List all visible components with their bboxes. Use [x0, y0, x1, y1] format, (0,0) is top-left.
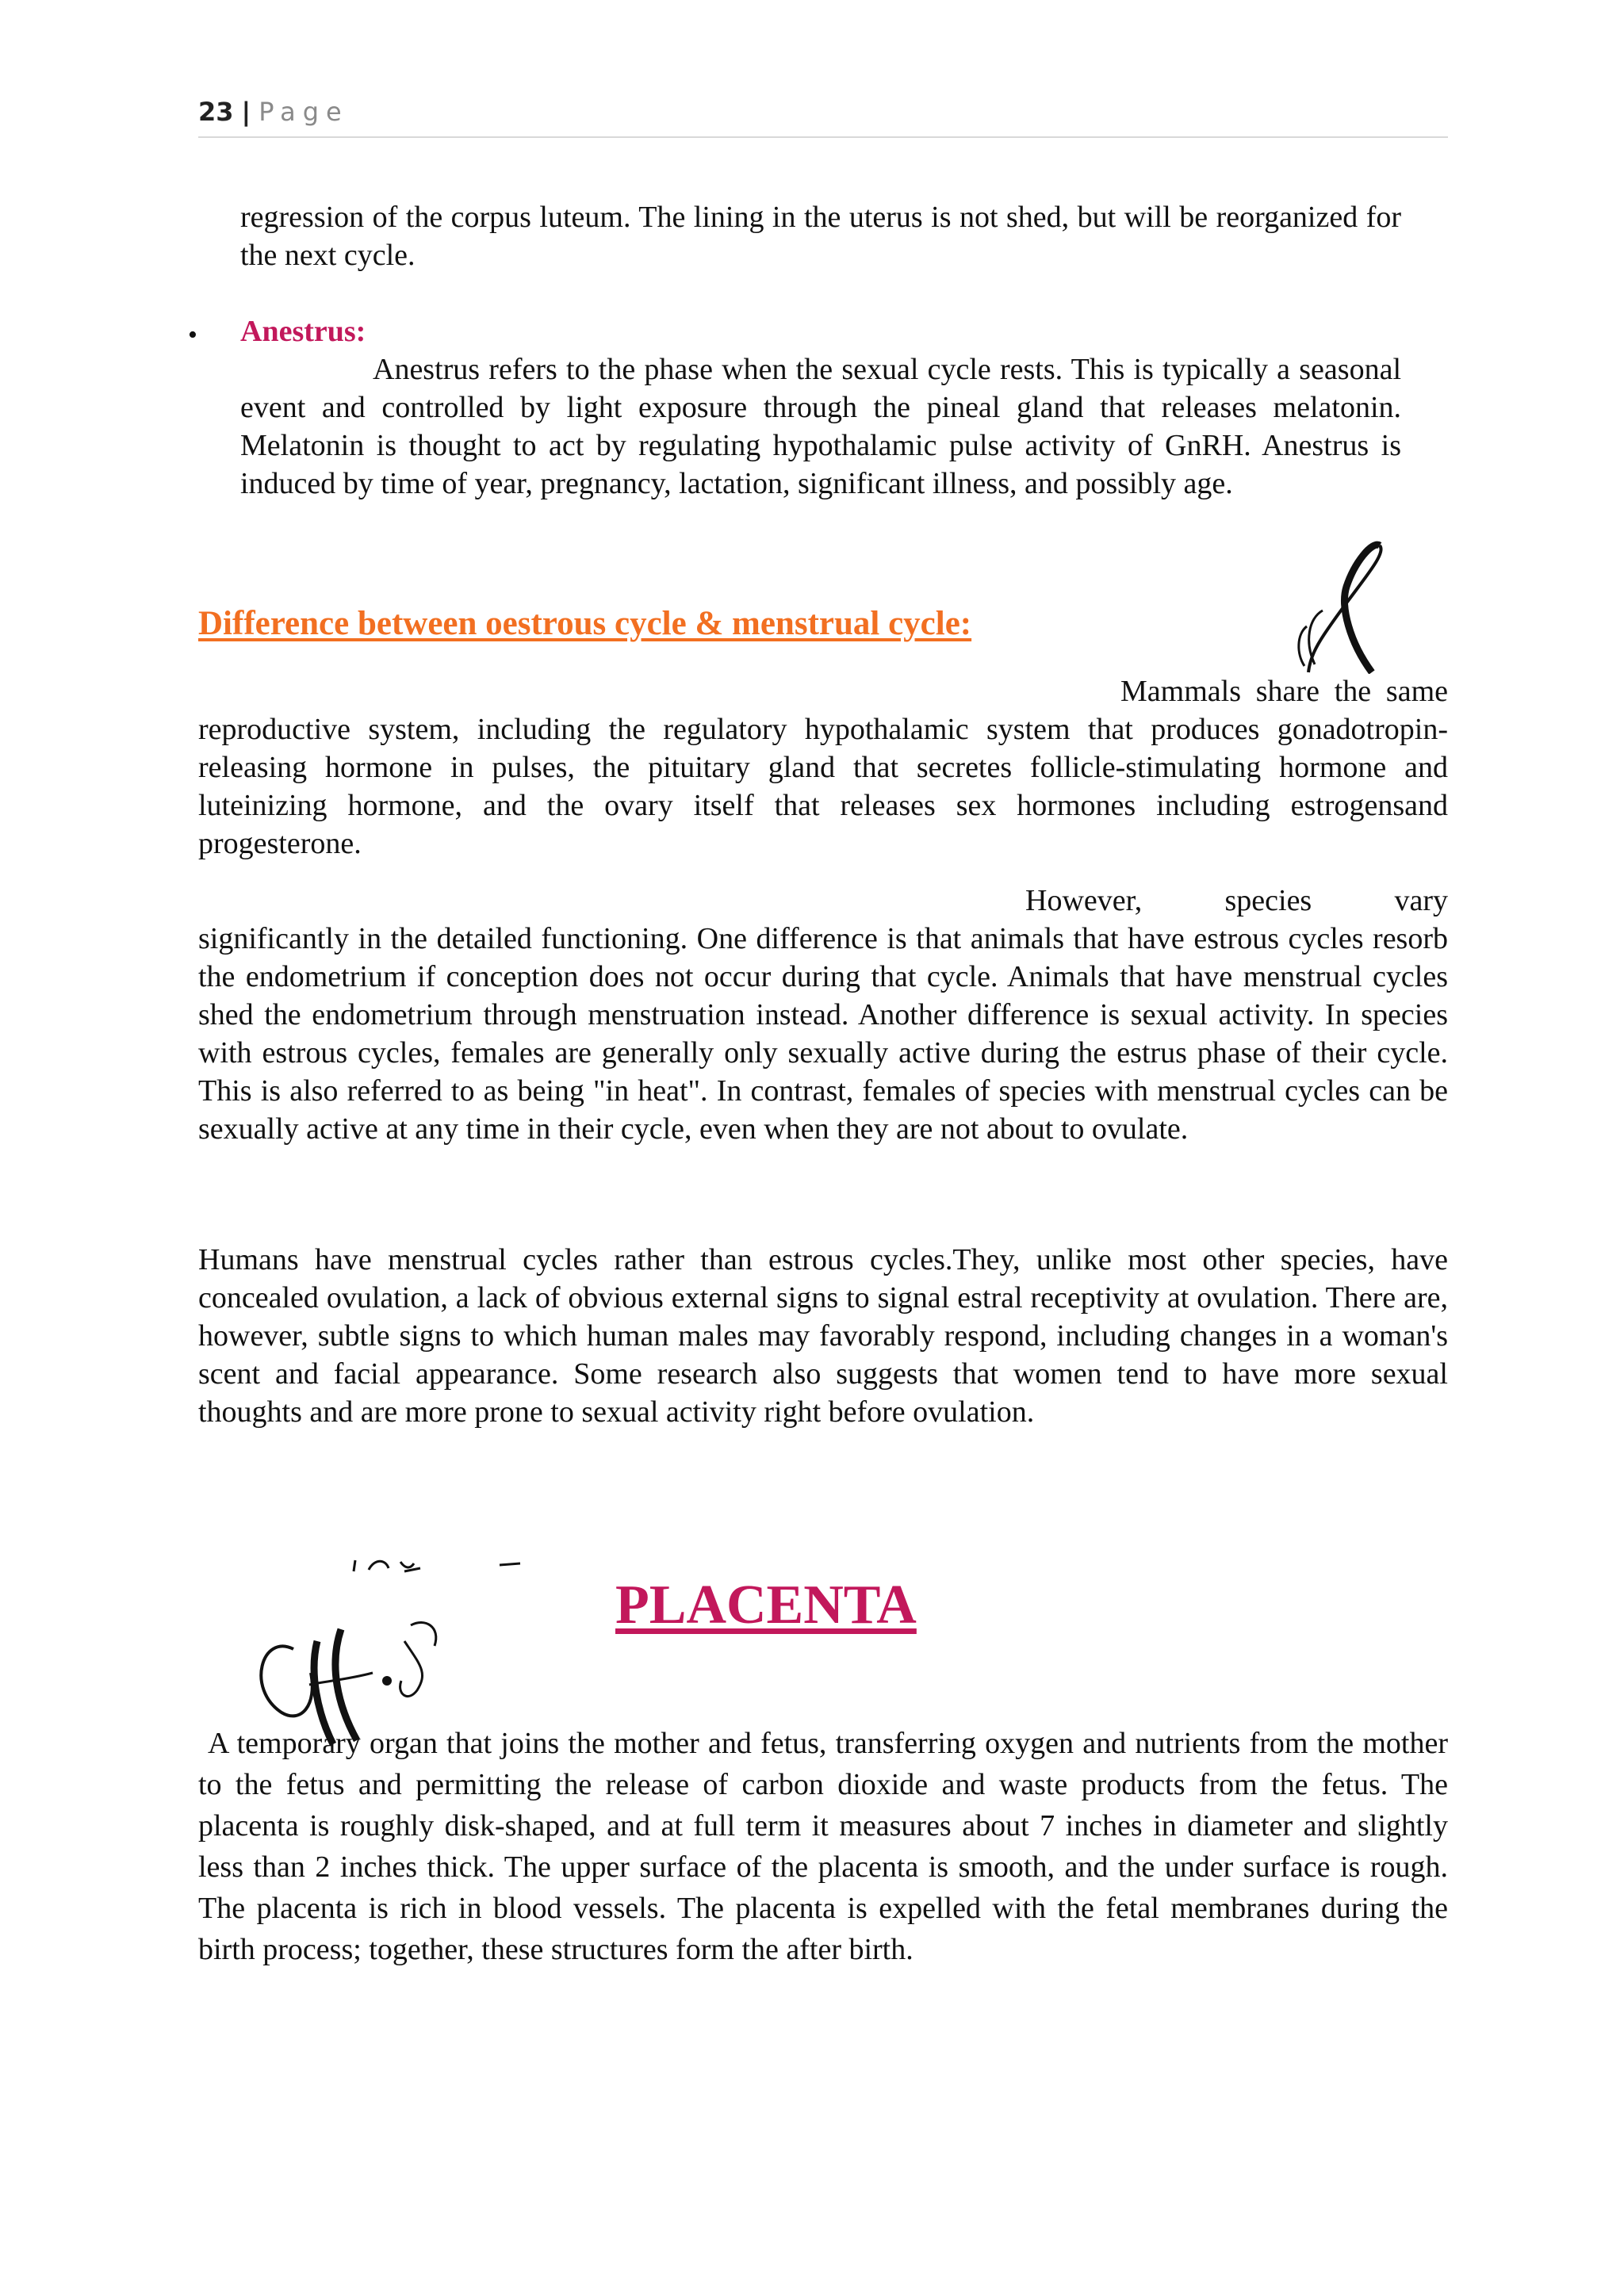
- proestrus-tail-paragraph: regression of the corpus luteum. The lining in the uterus is not shed, but will be reorganized for the next cycle.: [240, 201, 1401, 272]
- placenta-paragraph: A temporary organ that joins the mother and fetus, transferring oxygen and nutrients from the mother to the fetus and permitting the release of carbon dioxide and waste products from the fetus. The placenta is roughly disk-shaped, and at full term it measures about 7 inches in diameter and slightly less than 2 inches thick. The upper surface of the placenta is smooth, and the under surface is rough. The placenta is rich in blood vessels. The placenta is expelled with the fetal membranes during the birth process; together, these structures form the after birth.: [198, 1727, 1448, 1966]
- difference-paragraph-2: However, species vary significantly in the detailed functioning. One difference is that animals that have estrous cycles resorb the endometrium if conception does not occur during that cycle. Animals that have menstrual cycles shed the endometrium through menstruation instead. Another difference is sexual activity. In species with estrous cycles, females are generally only sexually active during the estrus phase of their cycle. This is also referred to as being "in heat". In contrast, females of species with menstrual cycles can be sexually active at any time in their cycle, even when they are not about to ovulate.: [198, 884, 1448, 1146]
- placenta-heading: PLACENTA: [615, 1575, 917, 1636]
- anestrus-heading: Anestrus:: [240, 315, 366, 348]
- anestrus-paragraph: Anestrus refers to the phase when the sexual cycle rests. This is typically a seasonal event and controlled by light exposure through the pineal gland that releases melatonin. Melatonin is thought to act by regulating hypothalamic pulse activity of GnRH. Anestrus is induced by time of year, pregnancy, lactation, significant illness, and possibly age.: [240, 353, 1401, 500]
- page-separator: |: [241, 97, 251, 127]
- difference-paragraph-3: Humans have menstrual cycles rather than estrous cycles.They, unlike most other species, have concealed ovulation, a lack of obvious external signs to signal estral receptivity at ovulation. There are, however, subtle signs to which human males may favorably respond, including changes in a woman's scent and facial appearance. Some research also suggests that women tend to have more sexual thoughts and are more prone to sexual activity right before ovulation.: [198, 1243, 1448, 1429]
- difference-heading: Difference between oestrous cycle & menstrual cycle:: [198, 605, 972, 642]
- difference-paragraph-1: Mammals share the same reproductive system, including the regulatory hypothalamic system that produces gonadotropin-releasing hormone in pulses, the pituitary gland that secretes follicle-stimulating hormone and luteinizing hormone, and the ovary itself that releases sex hormones including estrogensand progesterone.: [198, 675, 1448, 860]
- page-label: Page: [259, 97, 349, 127]
- page-header: [198, 97, 1448, 138]
- page-number: 23: [198, 97, 234, 127]
- bullet-dot-icon: •: [188, 320, 197, 350]
- calligraphy-flourish-icon: [1261, 539, 1396, 674]
